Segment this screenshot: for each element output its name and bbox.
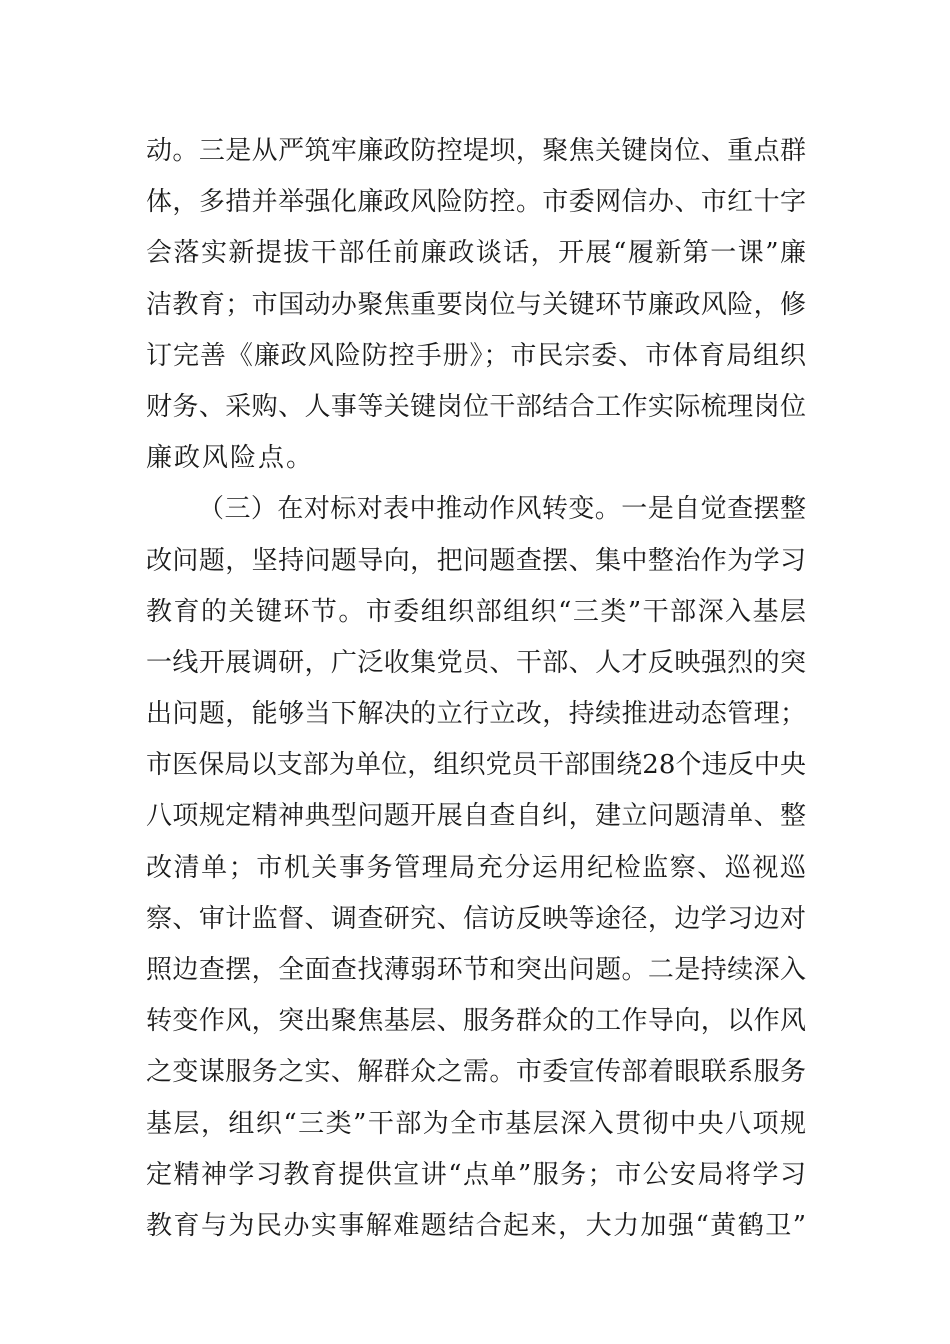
text-line: 市医保局以支部为单位，组织党员干部围绕28个违反中央: [146, 750, 806, 781]
text-line: 八项规定精神典型问题开展自查自纠，建立问题清单、整: [146, 801, 806, 832]
text-line: 基层，组织“三类”干部为全市基层深入贯彻中央八项规: [146, 1108, 806, 1139]
text-line: 财务、采购、人事等关键岗位干部结合工作实际梳理岗位: [146, 391, 806, 422]
text-line: 照边查摆，全面查找薄弱环节和突出问题。二是持续深入: [146, 955, 806, 985]
text-line: 转变作风，突出聚焦基层、服务群众的工作导向，以作风: [146, 1006, 806, 1037]
text-line: 出问题，能够当下解决的立行立改，持续推进动态管理；: [146, 699, 806, 730]
text-line: 改问题，坚持问题导向，把问题查摆、集中整治作为学习: [146, 545, 806, 576]
text-line: 改清单；市机关事务管理局充分运用纪检监察、巡视巡: [146, 852, 806, 883]
text-line: 教育的关键环节。市委组织部组织“三类”干部深入基层: [146, 596, 806, 627]
text-line: 察、审计监督、调查研究、信访反映等途径，边学习边对: [146, 903, 806, 934]
text-line: 定精神学习教育提供宣讲“点单”服务；市公安局将学习: [146, 1159, 806, 1190]
text-line: 廉政风险点。: [146, 443, 315, 474]
body-text: [146, 126, 806, 1252]
text-line: 洁教育；市国动办聚焦重要岗位与关键环节廉政风险，修: [146, 289, 806, 320]
text-line: 之变谋服务之实、解群众之需。市委宣传部着眼联系服务: [146, 1057, 806, 1088]
text-line: 订完善《廉政风险防控手册》；市民宗委、市体育局组织: [146, 340, 806, 371]
text-line: 一线开展调研，广泛收集党员、干部、人才反映强烈的突: [146, 647, 806, 678]
text-line: 体，多措并举强化廉政风险防控。市委网信办、市红十字: [146, 187, 806, 218]
text-line: 动。三是从严筑牢廉政防控堤坝，聚焦关键岗位、重点群: [146, 136, 806, 166]
section-heading-line: （三）在对标对表中推动作风转变。一是自觉查摆整: [198, 494, 806, 525]
text-line: 会落实新提拔干部任前廉政谈话，开展“履新第一课”廉: [146, 238, 806, 269]
text-line: 教育与为民办实事解难题结合起来，大力加强“黄鹤卫”: [146, 1210, 806, 1241]
